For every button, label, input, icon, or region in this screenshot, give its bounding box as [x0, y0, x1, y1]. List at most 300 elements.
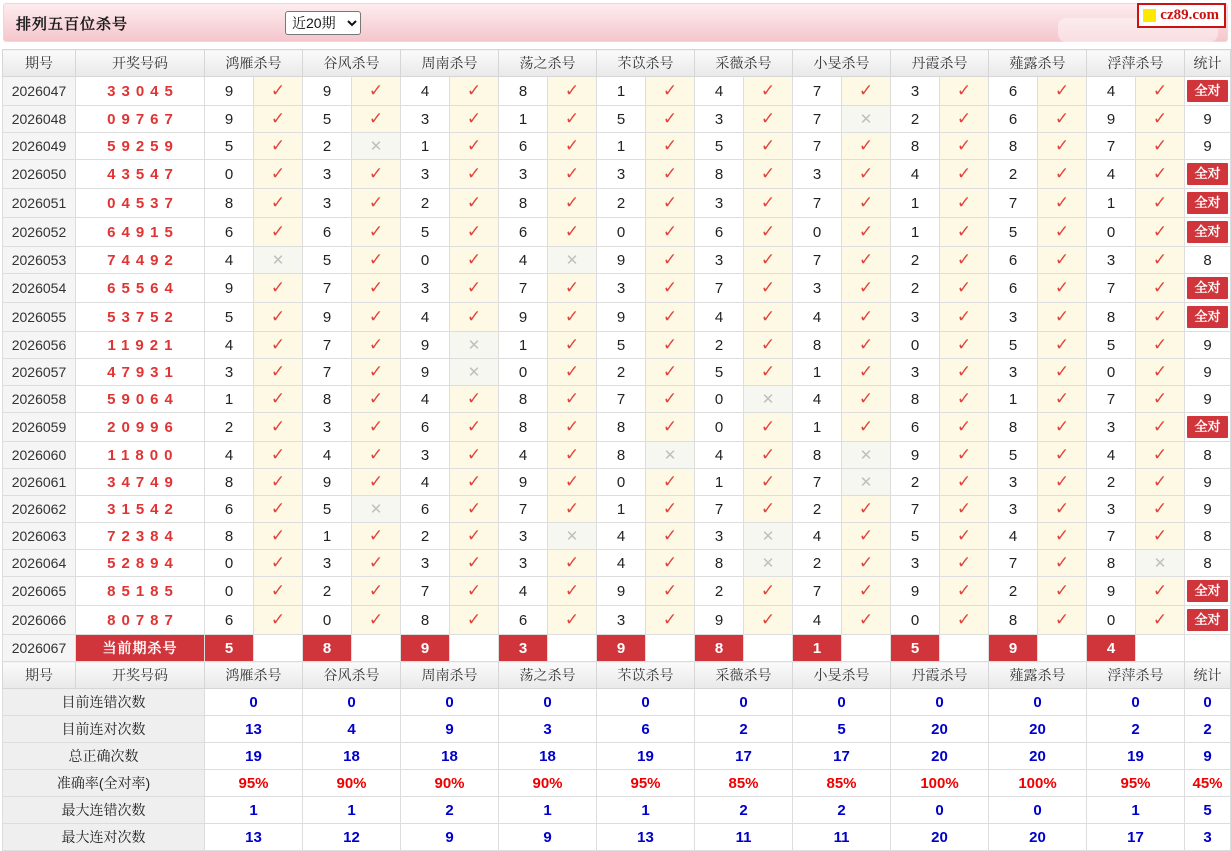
kill-mark-cell	[1136, 332, 1185, 359]
kill-number-cell: 4	[1087, 77, 1136, 106]
kill-mark-cell	[254, 606, 303, 635]
current-kill-cell: 9	[989, 635, 1038, 662]
winning-number-cell: 09767	[76, 106, 205, 133]
kill-number-cell: 4	[1087, 442, 1136, 469]
kill-number-cell: 8	[793, 332, 842, 359]
check-icon: ✓	[956, 499, 972, 518]
kill-number-cell: 0	[597, 469, 646, 496]
table-row	[3, 359, 1231, 386]
kill-number-cell: 3	[597, 606, 646, 635]
kill-number-cell: 8	[1087, 550, 1136, 577]
expert-header-3: 周南杀号	[401, 662, 499, 689]
kill-number-cell: 1	[1087, 189, 1136, 218]
current-kill-cell: 4	[1087, 635, 1136, 662]
stats-value-cell: 0	[989, 797, 1087, 824]
check-icon: ✓	[1054, 278, 1070, 297]
check-icon: ✓	[466, 389, 482, 408]
kill-mark-cell	[450, 359, 499, 386]
kill-number-cell: 0	[205, 160, 254, 189]
check-icon: ✓	[1054, 335, 1070, 354]
kill-mark-cell	[254, 303, 303, 332]
kill-mark-cell	[548, 606, 597, 635]
table-row	[3, 386, 1231, 413]
check-icon: ✓	[466, 109, 482, 128]
kill-number-cell: 3	[1087, 247, 1136, 274]
kill-mark-cell	[352, 274, 401, 303]
check-icon: ✓	[368, 472, 384, 491]
kill-mark-cell	[1136, 189, 1185, 218]
check-icon: ✓	[564, 164, 580, 183]
stats-row	[3, 797, 1231, 824]
stat-cell: 9	[1185, 106, 1231, 133]
check-icon: ✓	[662, 81, 678, 100]
kill-mark-cell	[254, 247, 303, 274]
kill-number-cell: 3	[989, 303, 1038, 332]
kill-mark-cell	[254, 577, 303, 606]
check-icon: ✓	[760, 307, 776, 326]
kill-mark-cell	[940, 606, 989, 635]
check-icon: ✓	[368, 553, 384, 572]
winning-number-cell: 52894	[76, 550, 205, 577]
kill-number-cell: 9	[1087, 106, 1136, 133]
stats-value-cell: 1	[499, 797, 597, 824]
kill-mark-cell	[254, 274, 303, 303]
check-icon: ✓	[270, 610, 286, 629]
winning-number-cell: 33045	[76, 77, 205, 106]
table-row	[3, 106, 1231, 133]
check-icon: ✓	[662, 164, 678, 183]
stats-value-cell: 20	[989, 824, 1087, 851]
kill-number-cell: 3	[695, 106, 744, 133]
kill-mark-cell	[548, 274, 597, 303]
current-mark-cell	[450, 635, 499, 662]
kill-mark-cell	[352, 413, 401, 442]
kill-mark-cell	[254, 550, 303, 577]
table-header-row	[3, 662, 1231, 689]
kill-mark-cell	[548, 247, 597, 274]
kill-mark-cell	[744, 133, 793, 160]
full-correct-badge: 全对	[1187, 306, 1228, 328]
kill-number-cell: 5	[695, 359, 744, 386]
kill-mark-cell	[450, 274, 499, 303]
kill-number-cell: 4	[401, 303, 450, 332]
kill-number-cell: 3	[891, 550, 940, 577]
kill-mark-cell	[352, 469, 401, 496]
kill-mark-cell	[1038, 550, 1087, 577]
check-icon: ✓	[564, 389, 580, 408]
current-period-label: 当前期杀号	[76, 635, 205, 662]
stat-cell: 9	[1185, 133, 1231, 160]
stats-value-cell: 19	[1087, 743, 1185, 770]
check-icon: ✓	[1054, 250, 1070, 269]
kill-number-cell: 8	[205, 523, 254, 550]
check-icon: ✓	[1054, 307, 1070, 326]
kill-number-cell: 6	[499, 133, 548, 160]
check-icon: ✓	[270, 581, 286, 600]
kill-number-cell: 8	[597, 413, 646, 442]
kill-number-cell: 9	[891, 577, 940, 606]
full-correct-badge: 全对	[1187, 416, 1228, 438]
check-icon: ✓	[1152, 389, 1168, 408]
kill-mark-cell	[1038, 106, 1087, 133]
kill-number-cell: 8	[989, 606, 1038, 635]
expert-header-4: 荡之杀号	[499, 662, 597, 689]
kill-number-cell: 8	[793, 442, 842, 469]
check-icon: ✓	[1054, 417, 1070, 436]
site-logo[interactable]	[1137, 3, 1226, 28]
kill-number-cell: 5	[401, 218, 450, 247]
kill-number-cell: 7	[793, 247, 842, 274]
kill-number-cell: 8	[499, 413, 548, 442]
stats-value-cell: 18	[303, 743, 401, 770]
current-mark-cell	[646, 635, 695, 662]
expert-header-10: 浮萍杀号	[1087, 662, 1185, 689]
kill-mark-cell	[450, 413, 499, 442]
kill-mark-cell	[1038, 133, 1087, 160]
table-row	[3, 606, 1231, 635]
kill-number-cell: 8	[597, 442, 646, 469]
kill-number-cell: 4	[597, 550, 646, 577]
check-icon: ✓	[270, 362, 286, 381]
expert-header-6: 采薇杀号	[695, 50, 793, 77]
kill-number-cell: 1	[303, 523, 352, 550]
check-icon: ✓	[270, 164, 286, 183]
check-icon: ✓	[368, 526, 384, 545]
check-icon: ✓	[858, 335, 874, 354]
kill-mark-cell	[1136, 303, 1185, 332]
check-icon: ✓	[564, 136, 580, 155]
check-icon: ✓	[858, 193, 874, 212]
kill-mark-cell	[254, 469, 303, 496]
kill-mark-cell	[548, 496, 597, 523]
full-correct-badge: 全对	[1187, 80, 1228, 102]
period-cell: 2026057	[3, 359, 76, 386]
kill-mark-cell	[548, 332, 597, 359]
winning-number-cell: 53752	[76, 303, 205, 332]
kill-mark-cell	[842, 523, 891, 550]
stats-value-cell: 1	[1087, 797, 1185, 824]
kill-mark-cell	[548, 359, 597, 386]
check-icon: ✓	[956, 278, 972, 297]
kill-mark-cell	[254, 413, 303, 442]
table-header-row	[3, 50, 1231, 77]
kill-mark-cell	[646, 77, 695, 106]
check-icon: ✓	[466, 472, 482, 491]
check-icon: ✓	[368, 389, 384, 408]
check-icon: ✓	[368, 581, 384, 600]
check-icon: ✓	[270, 445, 286, 464]
kill-number-cell: 1	[597, 496, 646, 523]
table-row	[3, 247, 1231, 274]
stats-value-cell: 9	[401, 824, 499, 851]
kill-mark-cell	[646, 469, 695, 496]
kill-mark-cell	[744, 359, 793, 386]
check-icon: ✓	[270, 222, 286, 241]
table-row	[3, 577, 1231, 606]
kill-number-cell: 6	[205, 218, 254, 247]
full-correct-badge: 全对	[1187, 221, 1228, 243]
topbar	[3, 3, 1228, 42]
kill-mark-cell	[450, 247, 499, 274]
stat-cell	[1185, 160, 1231, 189]
check-icon: ✓	[760, 445, 776, 464]
check-icon: ✓	[760, 164, 776, 183]
kill-number-cell: 0	[205, 550, 254, 577]
kill-mark-cell	[548, 77, 597, 106]
stats-stat-cell: 3	[1185, 824, 1231, 851]
kill-mark-cell	[646, 189, 695, 218]
kill-mark-cell	[646, 413, 695, 442]
kill-mark-cell	[646, 550, 695, 577]
check-icon: ✓	[1054, 136, 1070, 155]
kill-mark-cell	[1136, 550, 1185, 577]
kill-number-cell: 6	[205, 606, 254, 635]
stats-stat-cell: 45%	[1185, 770, 1231, 797]
kill-mark-cell	[646, 386, 695, 413]
period-cell: 2026052	[3, 218, 76, 247]
check-icon: ✓	[858, 526, 874, 545]
kill-mark-cell	[744, 469, 793, 496]
kill-mark-cell	[940, 274, 989, 303]
check-icon: ✓	[564, 109, 580, 128]
kill-number-cell: 3	[1087, 496, 1136, 523]
kill-mark-cell	[1136, 160, 1185, 189]
stat-cell: 9	[1185, 332, 1231, 359]
stat-cell: 8	[1185, 247, 1231, 274]
kill-mark-cell	[450, 550, 499, 577]
period-cell: 2026062	[3, 496, 76, 523]
stats-value-cell: 95%	[597, 770, 695, 797]
kill-mark-cell	[842, 550, 891, 577]
kill-number-cell: 7	[793, 77, 842, 106]
kill-number-cell: 3	[597, 274, 646, 303]
expert-header-7: 小旻杀号	[793, 662, 891, 689]
kill-mark-cell	[744, 332, 793, 359]
kill-mark-cell	[940, 550, 989, 577]
check-icon: ✓	[662, 278, 678, 297]
check-icon: ✓	[466, 581, 482, 600]
full-correct-badge: 全对	[1187, 277, 1228, 299]
check-icon: ✓	[956, 109, 972, 128]
kill-number-cell: 8	[695, 160, 744, 189]
kill-number-cell: 3	[989, 359, 1038, 386]
kill-number-cell: 3	[303, 550, 352, 577]
stats-label-cell: 准确率(全对率)	[3, 770, 205, 797]
stats-value-cell: 11	[695, 824, 793, 851]
expert-header-7: 小旻杀号	[793, 50, 891, 77]
cross-icon: ✕	[859, 110, 873, 128]
kill-mark-cell	[940, 442, 989, 469]
check-icon: ✓	[466, 193, 482, 212]
stats-value-cell: 13	[597, 824, 695, 851]
cross-icon: ✕	[565, 527, 579, 545]
cross-icon: ✕	[761, 554, 775, 572]
kill-number-cell: 4	[401, 469, 450, 496]
check-icon: ✓	[466, 81, 482, 100]
check-icon: ✓	[1152, 335, 1168, 354]
check-icon: ✓	[760, 610, 776, 629]
winning-number-cell: 31542	[76, 496, 205, 523]
kill-mark-cell	[842, 303, 891, 332]
period-cell: 2026067	[3, 635, 76, 662]
cross-icon: ✕	[467, 336, 481, 354]
kill-mark-cell	[940, 413, 989, 442]
stats-value-cell: 85%	[793, 770, 891, 797]
stats-value-cell: 18	[401, 743, 499, 770]
stats-row	[3, 689, 1231, 716]
kill-mark-cell	[548, 523, 597, 550]
check-icon: ✓	[858, 222, 874, 241]
check-icon: ✓	[858, 164, 874, 183]
check-icon: ✓	[564, 81, 580, 100]
kill-number-cell: 3	[205, 359, 254, 386]
check-icon: ✓	[368, 335, 384, 354]
kill-number-cell: 7	[303, 332, 352, 359]
stats-value-cell: 1	[597, 797, 695, 824]
kill-mark-cell	[1038, 77, 1087, 106]
kill-mark-cell	[842, 218, 891, 247]
winning-number-cell: 85185	[76, 577, 205, 606]
stats-label-cell: 最大连错次数	[3, 797, 205, 824]
check-icon: ✓	[858, 417, 874, 436]
page-title: 排列五百位杀号	[16, 16, 129, 33]
kill-mark-cell	[744, 274, 793, 303]
kill-mark-cell	[1038, 469, 1087, 496]
period-cell: 2026060	[3, 442, 76, 469]
check-icon: ✓	[1054, 389, 1070, 408]
kill-mark-cell	[352, 550, 401, 577]
check-icon: ✓	[858, 362, 874, 381]
period-cell: 2026066	[3, 606, 76, 635]
kill-number-cell: 8	[205, 189, 254, 218]
table-row	[3, 189, 1231, 218]
kill-number-cell: 0	[401, 247, 450, 274]
kill-mark-cell	[940, 133, 989, 160]
kill-number-cell: 0	[1087, 218, 1136, 247]
current-kill-cell: 8	[303, 635, 352, 662]
check-icon: ✓	[368, 164, 384, 183]
check-icon: ✓	[564, 222, 580, 241]
table-row	[3, 218, 1231, 247]
check-icon: ✓	[956, 417, 972, 436]
kill-number-cell: 6	[989, 274, 1038, 303]
kill-mark-cell	[1038, 332, 1087, 359]
range-select[interactable]	[285, 11, 361, 35]
check-icon: ✓	[662, 222, 678, 241]
kill-number-cell: 2	[793, 496, 842, 523]
kill-number-cell: 0	[499, 359, 548, 386]
kill-mark-cell	[842, 469, 891, 496]
stats-value-cell: 20	[891, 716, 989, 743]
winning-number-cell: 74492	[76, 247, 205, 274]
kill-number-cell: 3	[401, 160, 450, 189]
check-icon: ✓	[858, 553, 874, 572]
check-icon: ✓	[760, 417, 776, 436]
current-mark-cell	[352, 635, 401, 662]
check-icon: ✓	[466, 250, 482, 269]
expert-header-4: 荡之杀号	[499, 50, 597, 77]
expert-header-2: 谷风杀号	[303, 50, 401, 77]
check-icon: ✓	[662, 499, 678, 518]
stats-value-cell: 2	[695, 797, 793, 824]
kill-number-cell: 9	[695, 606, 744, 635]
kill-mark-cell	[646, 303, 695, 332]
check-icon: ✓	[956, 136, 972, 155]
kill-mark-cell	[352, 606, 401, 635]
check-icon: ✓	[956, 81, 972, 100]
check-icon: ✓	[564, 417, 580, 436]
kill-mark-cell	[352, 303, 401, 332]
check-icon: ✓	[956, 222, 972, 241]
check-icon: ✓	[858, 389, 874, 408]
kill-mark-cell	[940, 77, 989, 106]
kill-mark-cell	[352, 523, 401, 550]
kill-mark-cell	[352, 577, 401, 606]
kill-mark-cell	[1038, 413, 1087, 442]
stats-value-cell: 100%	[989, 770, 1087, 797]
check-icon: ✓	[1152, 472, 1168, 491]
kill-number-cell: 7	[303, 359, 352, 386]
check-icon: ✓	[858, 250, 874, 269]
period-cell: 2026065	[3, 577, 76, 606]
table-row	[3, 303, 1231, 332]
kill-mark-cell	[842, 247, 891, 274]
stats-value-cell: 0	[793, 689, 891, 716]
period-column-header: 期号	[3, 50, 76, 77]
stats-value-cell: 2	[401, 797, 499, 824]
kill-mark-cell	[352, 359, 401, 386]
winning-number-cell: 04537	[76, 189, 205, 218]
kill-mark-cell	[744, 386, 793, 413]
check-icon: ✓	[858, 499, 874, 518]
check-icon: ✓	[564, 499, 580, 518]
table-row	[3, 77, 1231, 106]
kill-mark-cell	[744, 577, 793, 606]
stats-value-cell: 0	[695, 689, 793, 716]
kill-number-cell: 9	[1087, 577, 1136, 606]
stats-row	[3, 716, 1231, 743]
cross-icon: ✕	[1153, 554, 1167, 572]
check-icon: ✓	[564, 553, 580, 572]
kill-mark-cell	[548, 550, 597, 577]
kill-number-cell: 5	[205, 303, 254, 332]
check-icon: ✓	[760, 472, 776, 491]
full-correct-badge: 全对	[1187, 163, 1228, 185]
kill-mark-cell	[352, 247, 401, 274]
kill-mark-cell	[842, 442, 891, 469]
kill-number-cell: 0	[695, 413, 744, 442]
kill-number-cell: 3	[1087, 413, 1136, 442]
table-row	[3, 523, 1231, 550]
winning-number-cell: 59064	[76, 386, 205, 413]
kill-number-cell: 0	[205, 577, 254, 606]
check-icon: ✓	[760, 362, 776, 381]
kill-number-cell: 0	[597, 218, 646, 247]
kill-mark-cell	[842, 577, 891, 606]
kill-mark-cell	[1038, 523, 1087, 550]
kill-mark-cell	[940, 469, 989, 496]
kill-mark-cell	[940, 523, 989, 550]
kill-number-cell: 8	[499, 77, 548, 106]
kill-number-cell: 8	[303, 386, 352, 413]
kill-mark-cell	[352, 160, 401, 189]
kill-number-cell: 4	[1087, 160, 1136, 189]
stats-value-cell: 17	[695, 743, 793, 770]
stats-value-cell: 5	[793, 716, 891, 743]
expert-header-3: 周南杀号	[401, 50, 499, 77]
kill-mark-cell	[842, 496, 891, 523]
winning-number-cell: 47931	[76, 359, 205, 386]
